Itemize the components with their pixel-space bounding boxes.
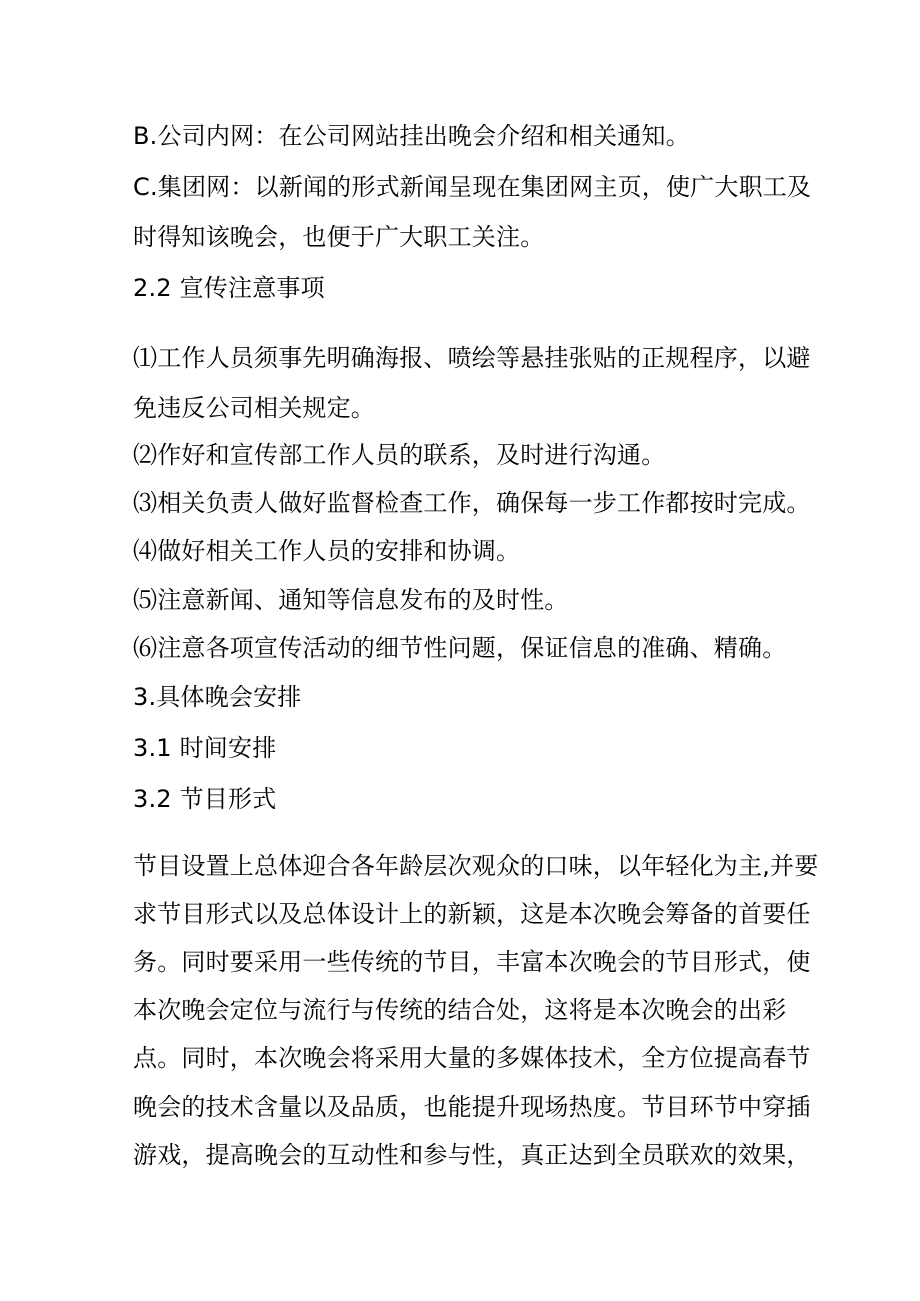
paragraph-line-2: 求节目形式以及总体设计上的新颖，这是本次晚会筹备的首要任	[133, 900, 811, 928]
paragraph-line-3: 务。同时要采用一些传统的节目，丰富本次晚会的节目形式，使	[133, 948, 811, 976]
paragraph-line-7: 游戏，提高晚会的互动性和参与性，真正达到全员联欢的效果，	[133, 1141, 811, 1169]
list-item-4: ⑷做好相关工作人员的安排和协调。	[133, 537, 521, 565]
list-item-3: ⑶相关负责人做好监督检查工作，确保每一步工作都按时完成。	[133, 489, 811, 517]
text-line-group-web-1: C.集团网：以新闻的形式新闻呈现在集团网主页，使广大职工及	[133, 173, 812, 201]
text-line-intranet: B.公司内网：在公司网站挂出晚会介绍和相关通知。	[133, 122, 690, 150]
paragraph-line-6: 晚会的技术含量以及品质，也能提升现场热度。节目环节中穿插	[133, 1093, 811, 1121]
paragraph-line-4: 本次晚会定位与流行与传统的结合处，这将是本次晚会的出彩	[133, 996, 787, 1024]
list-item-6: ⑹注意各项宣传活动的细节性问题，保证信息的准确、精确。	[133, 634, 787, 662]
section-heading-3-2: 3.2 节目形式	[133, 785, 277, 813]
paragraph-line-5: 点。同时，本次晚会将采用大量的多媒体技术，全方位提高春节	[133, 1044, 811, 1072]
list-item-1-line-1: ⑴工作人员须事先明确海报、喷绘等悬挂张贴的正规程序，以避	[133, 344, 811, 372]
list-item-1-line-2: 免违反公司相关规定。	[133, 394, 375, 422]
section-heading-3: 3.具体晚会安排	[133, 683, 302, 711]
section-heading-3-1: 3.1 时间安排	[133, 734, 277, 762]
list-item-5: ⑸注意新闻、通知等信息发布的及时性。	[133, 586, 569, 614]
text-line-group-web-2: 时得知该晚会，也便于广大职工关注。	[133, 223, 545, 251]
paragraph-line-1: 节目设置上总体迎合各年龄层次观众的口味，以年轻化为主,并要	[133, 852, 819, 880]
list-item-2: ⑵作好和宣传部工作人员的联系，及时进行沟通。	[133, 441, 666, 469]
section-heading-2-2: 2.2 宣传注意事项	[133, 274, 325, 302]
